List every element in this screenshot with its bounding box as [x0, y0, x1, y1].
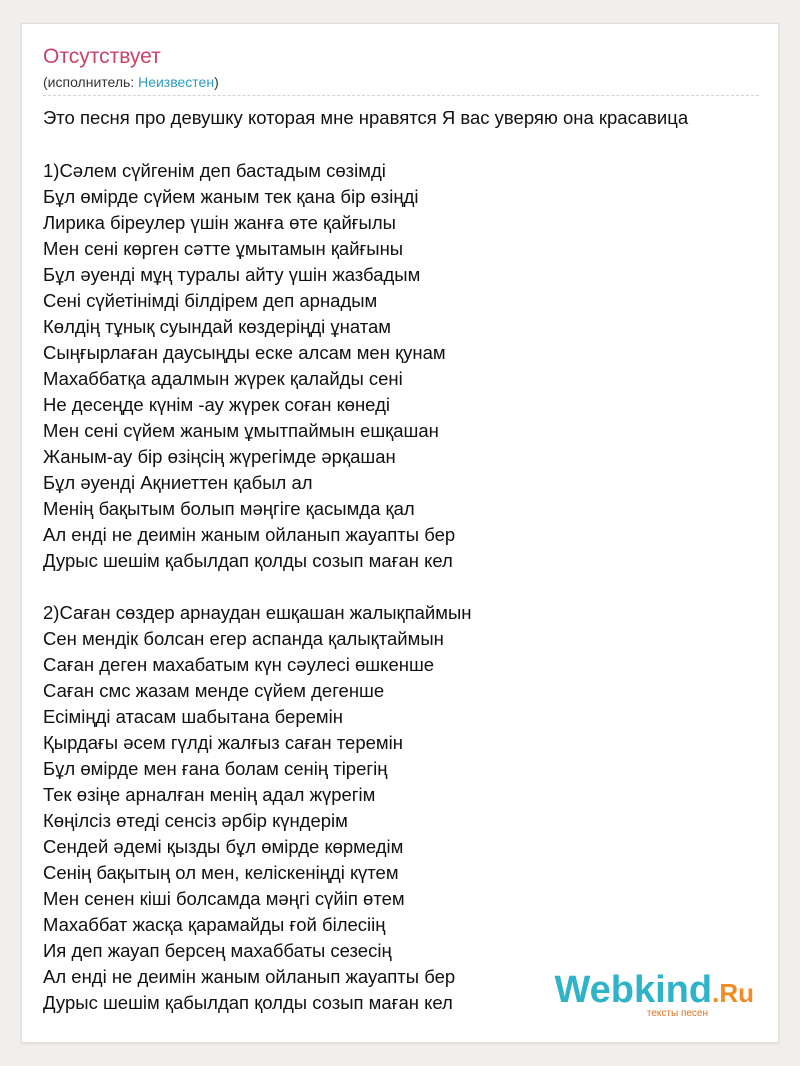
- lyric-line: Бұл әуенді Ақниеттен қабыл ал: [43, 472, 313, 493]
- dashed-divider: [43, 95, 759, 96]
- lyric-line: Сыңғырлаған даусыңды еске алсам мен қунам: [43, 342, 446, 363]
- artist-line: [43, 73, 219, 91]
- lyric-line: Махаббат жасқа қарамайды ғой білесіің: [43, 914, 386, 935]
- lyric-line: 1)Сәлем сүйгенім деп бастадым сөзімді: [43, 160, 386, 181]
- lyric-line: Мен сенен кіші болсамда мәңгі сүйіп өтем: [43, 888, 405, 909]
- site-logo[interactable]: [554, 970, 754, 1020]
- lyric-line: Не десеңде күнім -ау жүрек соған көнеді: [43, 394, 390, 415]
- lyric-line: Мен сені сүйем жаным ұмытпаймын ешқашан: [43, 420, 439, 441]
- lyric-line: Бұл өмірде мен ғана болам сенің тірегің: [43, 758, 388, 779]
- lyric-line: Бұл өмірде сүйем жаным тек қана бір өзіңді: [43, 186, 419, 207]
- artist-link[interactable]: Неизвестен: [138, 74, 215, 90]
- lyric-line: Ия деп жауап берсең махаббаты сезесің: [43, 940, 392, 961]
- lyric-line: Махаббатқа адалмын жүрек қалайды сені: [43, 368, 403, 389]
- lyric-line: Дурыс шешім қабылдап қолды созып маған кел: [43, 992, 453, 1013]
- lyrics-text: [43, 158, 763, 1016]
- lyric-line: Саған смс жазам менде сүйем дегенше: [43, 680, 385, 701]
- logo-wordmark: [554, 970, 754, 1013]
- lyric-line: Лирика біреулер үшін жанға өте қайғылы: [43, 212, 396, 233]
- lyric-line: Сен мендік болсан егер аспанда қалықтаймын: [43, 628, 444, 649]
- lyric-line: Жаным-ау бір өзіңсің жүрегімде әрқашан: [43, 446, 396, 467]
- logo-tld: .Ru: [712, 978, 754, 1008]
- lyric-line: Сенің бақытың ол мен, келіскеніңді күтем: [43, 862, 399, 883]
- lyric-line: Есіміңді атасам шабытана беремін: [43, 706, 343, 727]
- song-description: Это песня про девушку которая мне нравятся Я вас уверяю она красавица: [43, 107, 689, 128]
- song-title: Отсутствует: [43, 45, 161, 68]
- lyric-line: Көңілсіз өтеді сенсіз әрбір күндерім: [43, 810, 348, 831]
- artist-suffix: ): [214, 74, 219, 90]
- lyric-line: Бұл әуенді мұң туралы айту үшін жазбадым: [43, 264, 421, 285]
- lyric-line: Мен сені көрген сәтте ұмытамын қайғыны: [43, 238, 404, 259]
- artist-prefix: (исполнитель:: [43, 74, 139, 90]
- lyric-line: Қырдағы әсем гүлді жалғыз саған теремін: [43, 732, 403, 753]
- logo-tagline: тексты песен: [646, 1008, 708, 1019]
- lyric-line: Саған деген махабатым күн сәулесі өшкенше: [43, 654, 435, 675]
- lyric-line: 2)Саған сөздер арнаудан ешқашан жалықпаймын: [43, 602, 472, 623]
- lyric-line: Дурыс шешім қабылдап қолды созып маған кел: [43, 550, 453, 571]
- lyrics-card: [21, 23, 779, 1043]
- lyric-line: Көлдің тұнық суындай көздеріңді ұнатам: [43, 316, 391, 337]
- lyric-line: Тек өзіңе арналған менің адал жүрегім: [43, 784, 376, 805]
- verse-spacer: [43, 574, 763, 600]
- logo-brand: Webkind: [554, 969, 713, 1011]
- lyric-line: Сені сүйетінімді білдірем деп арнадым: [43, 290, 378, 311]
- lyric-line: Менің бақытым болып мәңгіге қасымда қал: [43, 498, 415, 519]
- lyric-line: Ал енді не деимін жаным ойланып жауапты бер: [43, 966, 456, 987]
- lyric-line: Сендей әдемі қызды бұл өмірде көрмедім: [43, 836, 404, 857]
- lyric-line: Ал енді не деимін жаным ойланып жауапты бер: [43, 524, 456, 545]
